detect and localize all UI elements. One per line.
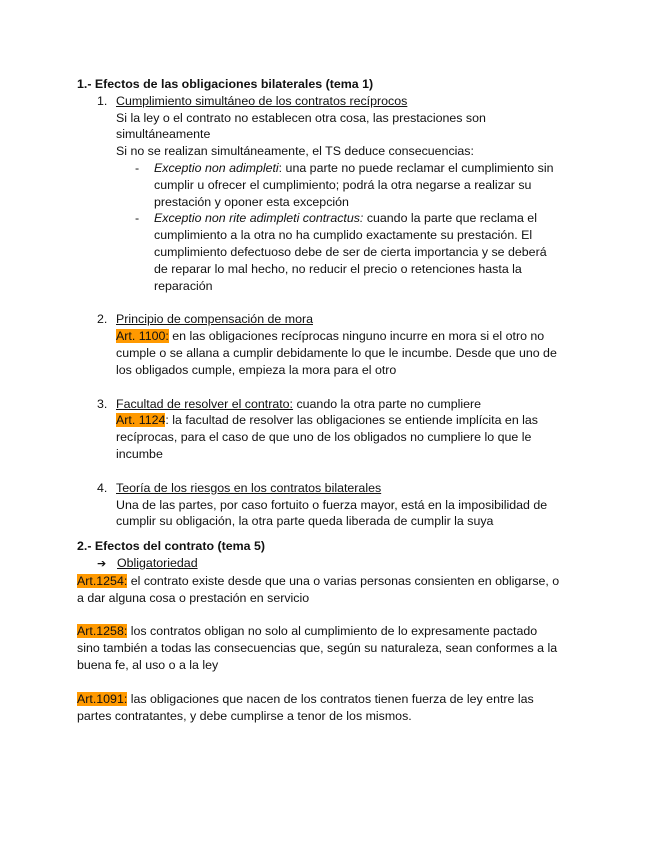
- paragraph-line: [77, 573, 582, 590]
- bullet-text: cuando la parte que reclama el: [363, 211, 537, 226]
- item-text-line: cumple o se allana a cumplir debidamente lo que le incumbe. Desde que uno de: [116, 345, 557, 360]
- dash-bullet: -: [135, 160, 140, 175]
- article-highlight: Art. 1100:: [116, 329, 169, 344]
- item-text-line: Si no se realizan simultáneamente, el TS deduce consecuencias:: [116, 144, 474, 159]
- latin-term: Exceptio non adimpleti: [154, 160, 279, 175]
- paragraph-text: los contratos obligan no solo al cumplimiento de lo expresamente pactado: [127, 624, 538, 639]
- paragraph-text: el contrato existe desde que una o varias personas consienten en obligarse, o: [127, 573, 560, 588]
- arrow-right-icon: ➔: [97, 557, 107, 570]
- spacer: [77, 674, 582, 691]
- bullet-text-line: de reparar lo mal hecho, no reducir el precio o retenciones hasta la: [154, 261, 522, 276]
- arrow-item-label: Obligatoriedad: [117, 555, 198, 570]
- dash-bullet: -: [135, 211, 140, 226]
- article-highlight: Art.1254:: [77, 573, 128, 588]
- section-2-title: 2.- Efectos del contrato (tema 5): [77, 539, 265, 554]
- paragraph-line: buena fe, al uso o a la ley: [77, 657, 219, 672]
- section-1-title: 1.- Efectos de las obligaciones bilaterales (tema 1): [77, 77, 374, 91]
- list-item-4-heading: [77, 480, 582, 497]
- bullet-text-line: cumplimiento a la otra no ha cumplido exactamente su prestación. El: [154, 228, 533, 243]
- paragraph-line: [77, 623, 582, 640]
- document-page: [77, 76, 582, 724]
- item-text-line: simultáneamente: [116, 127, 211, 142]
- item-text-line: Si la ley o el contrato no establecen otra cosa, las prestaciones son: [116, 110, 486, 125]
- list-item-3-heading: [77, 396, 582, 413]
- list-number: 1.: [97, 93, 108, 108]
- bullet-text-line: cumplir u ofrecer el cumplimiento; podrá la otra negarse a realizar su: [154, 177, 532, 192]
- bullet-exceptio-non-adimpleti: [77, 160, 582, 177]
- list-number: 4.: [97, 480, 108, 495]
- bullet-text-line: cumplimiento defectuoso debe de ser de cierta importancia y se deberá: [154, 244, 547, 259]
- item-text: : la facultad de resolver las obligaciones se entiende implícita en las: [165, 413, 538, 428]
- item-text-line: cumplir su obligación, la otra parte queda liberada de cumplir la suya: [116, 514, 494, 529]
- spacer: [77, 294, 582, 311]
- item-text-line: Una de las partes, por caso fortuito o fuerza mayor, está en la imposibilidad de: [116, 497, 548, 512]
- item-heading: Principio de compensación de mora: [116, 312, 313, 327]
- article-highlight: Art.1091:: [77, 691, 128, 706]
- list-number: 2.: [97, 312, 108, 327]
- paragraph-line: sino también a todas las consecuencias que, según su naturaleza, sean conformes a la: [77, 641, 558, 656]
- article-highlight: Art. 1124: [116, 413, 166, 428]
- item-heading: Cumplimiento simultáneo de los contratos recíprocos: [116, 93, 408, 108]
- spacer: [77, 379, 582, 396]
- bullet-text-line: prestación y oponer esta excepción: [154, 194, 349, 209]
- list-item-1-heading: [77, 93, 582, 110]
- item-text-line: [77, 412, 582, 429]
- spacer: [77, 606, 582, 623]
- spacer: [77, 530, 582, 538]
- paragraph-line: a dar alguna cosa o prestación en servicio: [77, 590, 310, 605]
- item-text-line: [77, 328, 582, 345]
- item-text: en las obligaciones recíprocas ninguno incurre en mora si el otro no: [168, 329, 545, 344]
- item-text-line: incumbe: [116, 446, 163, 461]
- latin-term: Exceptio non rite adimpleti contractus:: [154, 211, 364, 226]
- bullet-text: : una parte no puede reclamar el cumplimiento sin: [278, 160, 554, 175]
- list-item-2-heading: [77, 311, 582, 328]
- bullet-text-line: reparación: [154, 278, 213, 293]
- spacer: [77, 463, 582, 480]
- item-text-line: los obligados cumple, empieza la mora para el otro: [116, 362, 397, 377]
- item-heading-rest: cuando la otra parte no cumpliere: [293, 396, 482, 411]
- arrow-item-obligatoriedad: [77, 555, 582, 573]
- paragraph-line: [77, 691, 582, 708]
- paragraph-line: partes contratantes, y debe cumplirse a tenor de los mismos.: [77, 708, 412, 723]
- list-number: 3.: [97, 396, 108, 411]
- item-heading: Teoría de los riesgos en los contratos bilaterales: [116, 480, 382, 495]
- item-heading: Facultad de resolver el contrato:: [116, 396, 294, 411]
- item-text-line: recíprocas, para el caso de que uno de los obligados no cumpliere lo que le: [116, 430, 532, 445]
- paragraph-text: las obligaciones que nacen de los contratos tienen fuerza de ley entre las: [127, 691, 534, 706]
- bullet-exceptio-non-rite: [77, 210, 582, 227]
- article-highlight: Art.1258:: [77, 624, 128, 639]
